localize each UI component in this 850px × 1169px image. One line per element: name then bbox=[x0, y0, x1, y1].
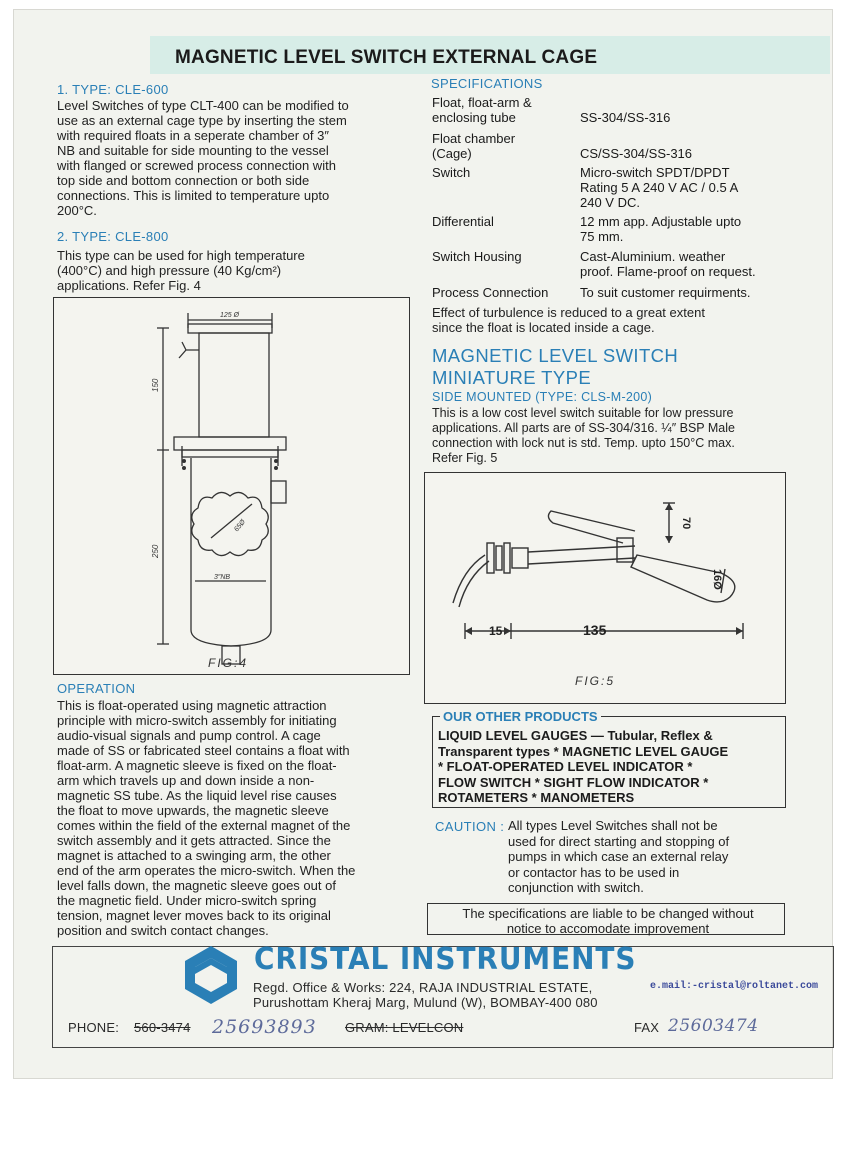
type1-line: with flanged or screwed process connection with bbox=[57, 158, 336, 173]
company-name: CRISTAL INSTRUMENTS bbox=[254, 942, 637, 977]
products-list bbox=[438, 728, 786, 806]
products-line: ROTAMETERS * MANOMETERS bbox=[438, 790, 635, 805]
spec-label: Switch bbox=[432, 165, 471, 180]
fig4-dim-65: 65Ø bbox=[233, 518, 248, 534]
miniature-line: connection with lock nut is std. Temp. upto 150°C max. bbox=[432, 436, 735, 450]
products-line: FLOW SWITCH * SIGHT FLOW INDICATOR * bbox=[438, 774, 709, 790]
spec-label: Process Connection bbox=[432, 285, 549, 300]
operation-line: the float to move upwards, the magnetic sleeve bbox=[57, 803, 329, 818]
address-line-1: Regd. Office & Works: 224, RAJA INDUSTRIAL ESTATE, bbox=[253, 980, 593, 995]
spec-value: Cast-Aluminium. weather proof. Flame-proof on request. bbox=[580, 249, 756, 280]
miniature-line: applications. All parts are of SS-304/316. ¼″ BSP Male bbox=[432, 421, 735, 435]
type1-line: top side and bottom connection or both side bbox=[57, 173, 310, 188]
operation-line: switch assembly and it gets attracted. Since the bbox=[57, 833, 331, 848]
turbulence-note: Effect of turbulence is reduced to a great extent since the float is located inside a cage. bbox=[432, 305, 705, 336]
fig5-dim-135: 135 bbox=[583, 622, 607, 638]
caution-line: conjunction with switch. bbox=[508, 880, 644, 895]
phone-label: PHONE: bbox=[68, 1020, 120, 1035]
operation-line: This is float-operated using magnetic attraction bbox=[57, 698, 327, 713]
spec-row bbox=[432, 165, 792, 213]
products-line: LIQUID LEVEL GAUGES — Tubular, Reflex & bbox=[438, 728, 713, 743]
caution-line: used for direct starting and stopping of bbox=[508, 833, 730, 849]
type2-line: (400°C) and high pressure (40 Kg/cm²) bbox=[57, 263, 282, 278]
type1-line: Level Switches of type CLT-400 can be modified to bbox=[57, 98, 349, 113]
spec-row bbox=[432, 95, 792, 127]
fig5-dim-70: 70 bbox=[680, 517, 692, 530]
email-stamp: e.mail:-cristal@roltanet.com bbox=[650, 981, 819, 992]
operation-line: magnetic SS tube. As the liquid level rise causes bbox=[57, 788, 337, 803]
external-cage-drawing bbox=[54, 298, 409, 674]
figure-4 bbox=[53, 297, 410, 675]
products-line: * FLOAT-OPERATED LEVEL INDICATOR * bbox=[438, 759, 693, 774]
spec-label: Float chamber (Cage) bbox=[432, 131, 516, 162]
fig4-dim-top: 125 Ø bbox=[220, 312, 240, 319]
gram-old: GRAM: LEVELCON bbox=[345, 1020, 464, 1035]
operation-heading: OPERATION bbox=[57, 681, 136, 696]
side-mounted-switch-drawing bbox=[425, 473, 785, 703]
phone-new-handwritten: 25693893 bbox=[212, 1016, 317, 1038]
spec-value: CS/SS-304/SS-316 bbox=[580, 146, 693, 162]
address-line-2: Purushottam Kheraj Marg, Mulund (W), BOMBAY-400 080 bbox=[253, 995, 598, 1010]
operation-line: arm which travels up and down inside a non- bbox=[57, 773, 315, 788]
operation-line: comes within the field of the external magnet of the bbox=[57, 818, 351, 833]
spec-row bbox=[432, 285, 792, 301]
caution-label: CAUTION : bbox=[435, 819, 505, 834]
operation-line: made of SS or fabricated steel contains a float with bbox=[57, 743, 350, 758]
miniature-heading-line1: MAGNETIC LEVEL SWITCH bbox=[432, 345, 679, 366]
caution-text bbox=[508, 818, 788, 896]
fax-new-handwritten: 25603474 bbox=[668, 1016, 759, 1036]
type2-line: This type can be used for high temperature bbox=[57, 248, 305, 263]
fig5-dim-15: 15 bbox=[489, 624, 503, 638]
operation-line: end of the arm operates the micro-switch. When the bbox=[57, 863, 356, 878]
operation-line: magnet is attached to a swinging arm, the other bbox=[57, 848, 331, 863]
type1-line: use as an external cage type by inserting the stem bbox=[57, 113, 347, 128]
spec-value: To suit customer requirments. bbox=[580, 285, 751, 300]
page-title: MAGNETIC LEVEL SWITCH EXTERNAL CAGE bbox=[175, 47, 598, 68]
spec-label: Float, float-arm & enclosing tube bbox=[432, 95, 532, 126]
spec-row bbox=[432, 131, 792, 163]
specs-heading: SPECIFICATIONS bbox=[431, 76, 543, 91]
spec-label: Differential bbox=[432, 214, 494, 229]
type1-line: NB and suitable for side mounting to the vessel bbox=[57, 143, 329, 158]
spec-label: Switch Housing bbox=[432, 249, 522, 264]
phone-old: 560-3474 bbox=[134, 1020, 191, 1035]
operation-line: the magnetic field. Under micro-switch spring bbox=[57, 893, 317, 908]
fig4-caption: FIG:4 bbox=[208, 656, 249, 670]
operation-line: audio-visual signals and pump control. A cage bbox=[57, 728, 321, 743]
fig4-dim-150: 150 bbox=[151, 378, 160, 392]
type1-line: connections. This is limited to temperature upto bbox=[57, 188, 330, 203]
type2-line: applications. Refer Fig. 4 bbox=[57, 278, 201, 293]
figure-5 bbox=[424, 472, 786, 704]
miniature-line: This is a low cost level switch suitable for low pressure bbox=[432, 406, 734, 420]
spec-row bbox=[432, 249, 792, 281]
operation-line: position and switch contact changes. bbox=[57, 923, 269, 938]
caution-line: All types Level Switches shall not be bbox=[508, 818, 718, 833]
operation-line: principle with micro-switch assembly for initiating bbox=[57, 713, 337, 728]
spec-value: 12 mm app. Adjustable upto 75 mm. bbox=[580, 214, 742, 245]
operation-line: float-arm. A magnetic sleeve is fixed on the float- bbox=[57, 758, 337, 773]
fax-label: FAX bbox=[634, 1020, 660, 1035]
fig4-dim-250: 250 bbox=[151, 544, 160, 558]
miniature-line: Refer Fig. 5 bbox=[432, 451, 498, 465]
type1-line: with required floats in a seperate chamber of 3″ bbox=[57, 128, 329, 143]
fig5-caption: FIG:5 bbox=[575, 674, 616, 688]
caution-line: or contactor has to be used in bbox=[508, 864, 680, 880]
type2-heading: 2. TYPE: CLE-800 bbox=[57, 229, 169, 244]
caution-line: pumps in which case an external relay bbox=[508, 849, 729, 864]
spec-value: SS-304/SS-316 bbox=[580, 110, 671, 126]
fig5-dim-16: 16Ø bbox=[711, 569, 723, 590]
spec-row bbox=[432, 214, 792, 246]
notice-text: The specifications are liable to be changed without notice to accomodate improvement bbox=[462, 906, 754, 936]
products-line: Transparent types * MAGNETIC LEVEL GAUGE bbox=[438, 743, 729, 759]
type1-line: 200°C. bbox=[57, 203, 97, 218]
miniature-heading-line2: MINIATURE TYPE bbox=[432, 367, 592, 388]
fig4-dim-3nb: 3″NB bbox=[214, 574, 231, 581]
type1-heading: 1. TYPE: CLE-600 bbox=[57, 82, 169, 97]
spec-value: Micro-switch SPDT/DPDT Rating 5 A 240 V AC / 0.5 A 240 V DC. bbox=[580, 165, 739, 211]
operation-line: tension, magnet lever moves back to its original bbox=[57, 908, 331, 923]
products-heading: OUR OTHER PRODUCTS bbox=[440, 709, 601, 724]
company-logo-icon bbox=[182, 944, 240, 1006]
miniature-subheading: SIDE MOUNTED (TYPE: CLS-M-200) bbox=[432, 390, 653, 404]
operation-line: level falls down, the magnetic sleeve goes out of bbox=[57, 878, 336, 893]
